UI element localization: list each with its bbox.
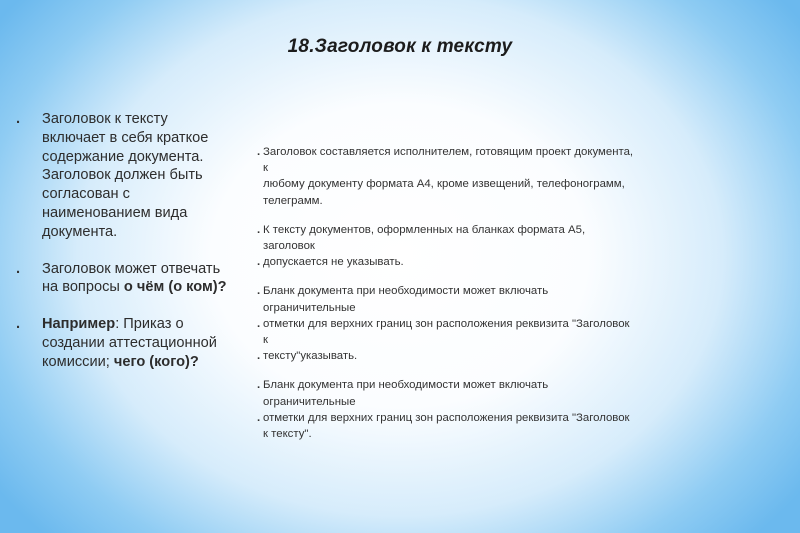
right-text-line: к bbox=[263, 162, 268, 175]
left-column bbox=[16, 110, 261, 390]
left-bullet-item-questions bbox=[16, 260, 261, 298]
bullet-dot: . bbox=[257, 146, 261, 158]
left-bold-segment: чего (кого)? bbox=[113, 353, 199, 370]
left-bold-segment: о чём (о ком)? bbox=[123, 279, 227, 296]
right-text-line bbox=[257, 283, 757, 299]
left-text-segment: : Приказ о bbox=[115, 316, 184, 333]
right-text-line: телеграмм. bbox=[263, 194, 323, 207]
left-text-line: наименованием вида bbox=[42, 204, 188, 221]
right-text: Заголовок составляется исполнителем, готовящим проект документа, bbox=[263, 146, 634, 158]
bullet-dot: . bbox=[16, 111, 21, 127]
right-text: Бланк документа при необходимости может включать bbox=[263, 285, 549, 298]
left-text-line: включает в себя краткое bbox=[42, 129, 209, 146]
right-text: Бланк документа при необходимости может включать bbox=[263, 379, 549, 392]
right-text: отметки для верхних границ зон расположения реквизита "Заголовок bbox=[263, 411, 630, 424]
right-text: К тексту документов, оформленных на бланках формата А5, bbox=[263, 223, 586, 236]
left-text-line bbox=[42, 278, 261, 297]
left-text-segment: комиссии; bbox=[42, 353, 114, 370]
right-paragraph-group-2 bbox=[257, 222, 757, 271]
right-text-line bbox=[257, 222, 757, 238]
bullet-dot: . bbox=[257, 411, 261, 424]
bullet-dot: . bbox=[257, 285, 261, 298]
left-bullet-item-example bbox=[16, 315, 261, 371]
right-text-line: заголовок bbox=[263, 240, 315, 253]
left-text-line: Заголовок должен быть bbox=[42, 167, 203, 184]
right-paragraph-group-1 bbox=[257, 144, 757, 209]
right-text-line: ограничительные bbox=[263, 395, 356, 408]
bullet-dot: . bbox=[257, 379, 261, 392]
right-paragraph-group-3 bbox=[257, 283, 757, 364]
left-text-line: Заголовок к тексту bbox=[42, 111, 168, 127]
slide-title: 18.Заголовок к тексту bbox=[287, 36, 513, 57]
right-text: допускается не указывать. bbox=[263, 256, 404, 269]
left-text-line: документа. bbox=[42, 223, 118, 240]
right-text-line: к тексту". bbox=[263, 428, 312, 441]
right-text-line bbox=[257, 377, 757, 393]
right-text-line bbox=[257, 144, 757, 160]
bullet-dot: . bbox=[257, 350, 261, 363]
left-text-line: создании аттестационной bbox=[42, 334, 217, 351]
right-text: отметки для верхних границ зон расположения реквизита "Заголовок bbox=[263, 317, 630, 330]
bullet-dot: . bbox=[16, 260, 21, 277]
right-paragraph-group-4 bbox=[257, 377, 757, 442]
right-text-line bbox=[257, 348, 757, 364]
right-text-line bbox=[257, 316, 757, 332]
bullet-dot: . bbox=[257, 256, 261, 269]
bullet-dot: . bbox=[16, 316, 21, 333]
right-text-line: ограничительные bbox=[263, 301, 356, 314]
left-bold-segment: Например bbox=[42, 316, 116, 333]
right-text-line bbox=[257, 410, 757, 426]
right-text-line: любому документу формата А4, кроме извещений, телефонограмм, bbox=[263, 178, 625, 191]
left-text-segment: на вопросы bbox=[42, 279, 124, 296]
left-text-line: согласован с bbox=[42, 186, 130, 203]
left-text-line bbox=[42, 315, 261, 334]
right-text-line bbox=[257, 254, 757, 270]
left-bullet-item-definition bbox=[16, 110, 261, 242]
right-text-line: к bbox=[263, 334, 268, 347]
bullet-dot: . bbox=[257, 223, 261, 236]
right-text: тексту"указывать. bbox=[263, 350, 358, 363]
right-column bbox=[257, 144, 757, 455]
bullet-dot: . bbox=[257, 317, 261, 330]
left-text-line: Заголовок может отвечать bbox=[42, 260, 221, 277]
left-text-line bbox=[42, 353, 261, 372]
left-text-line: содержание документа. bbox=[42, 148, 204, 165]
